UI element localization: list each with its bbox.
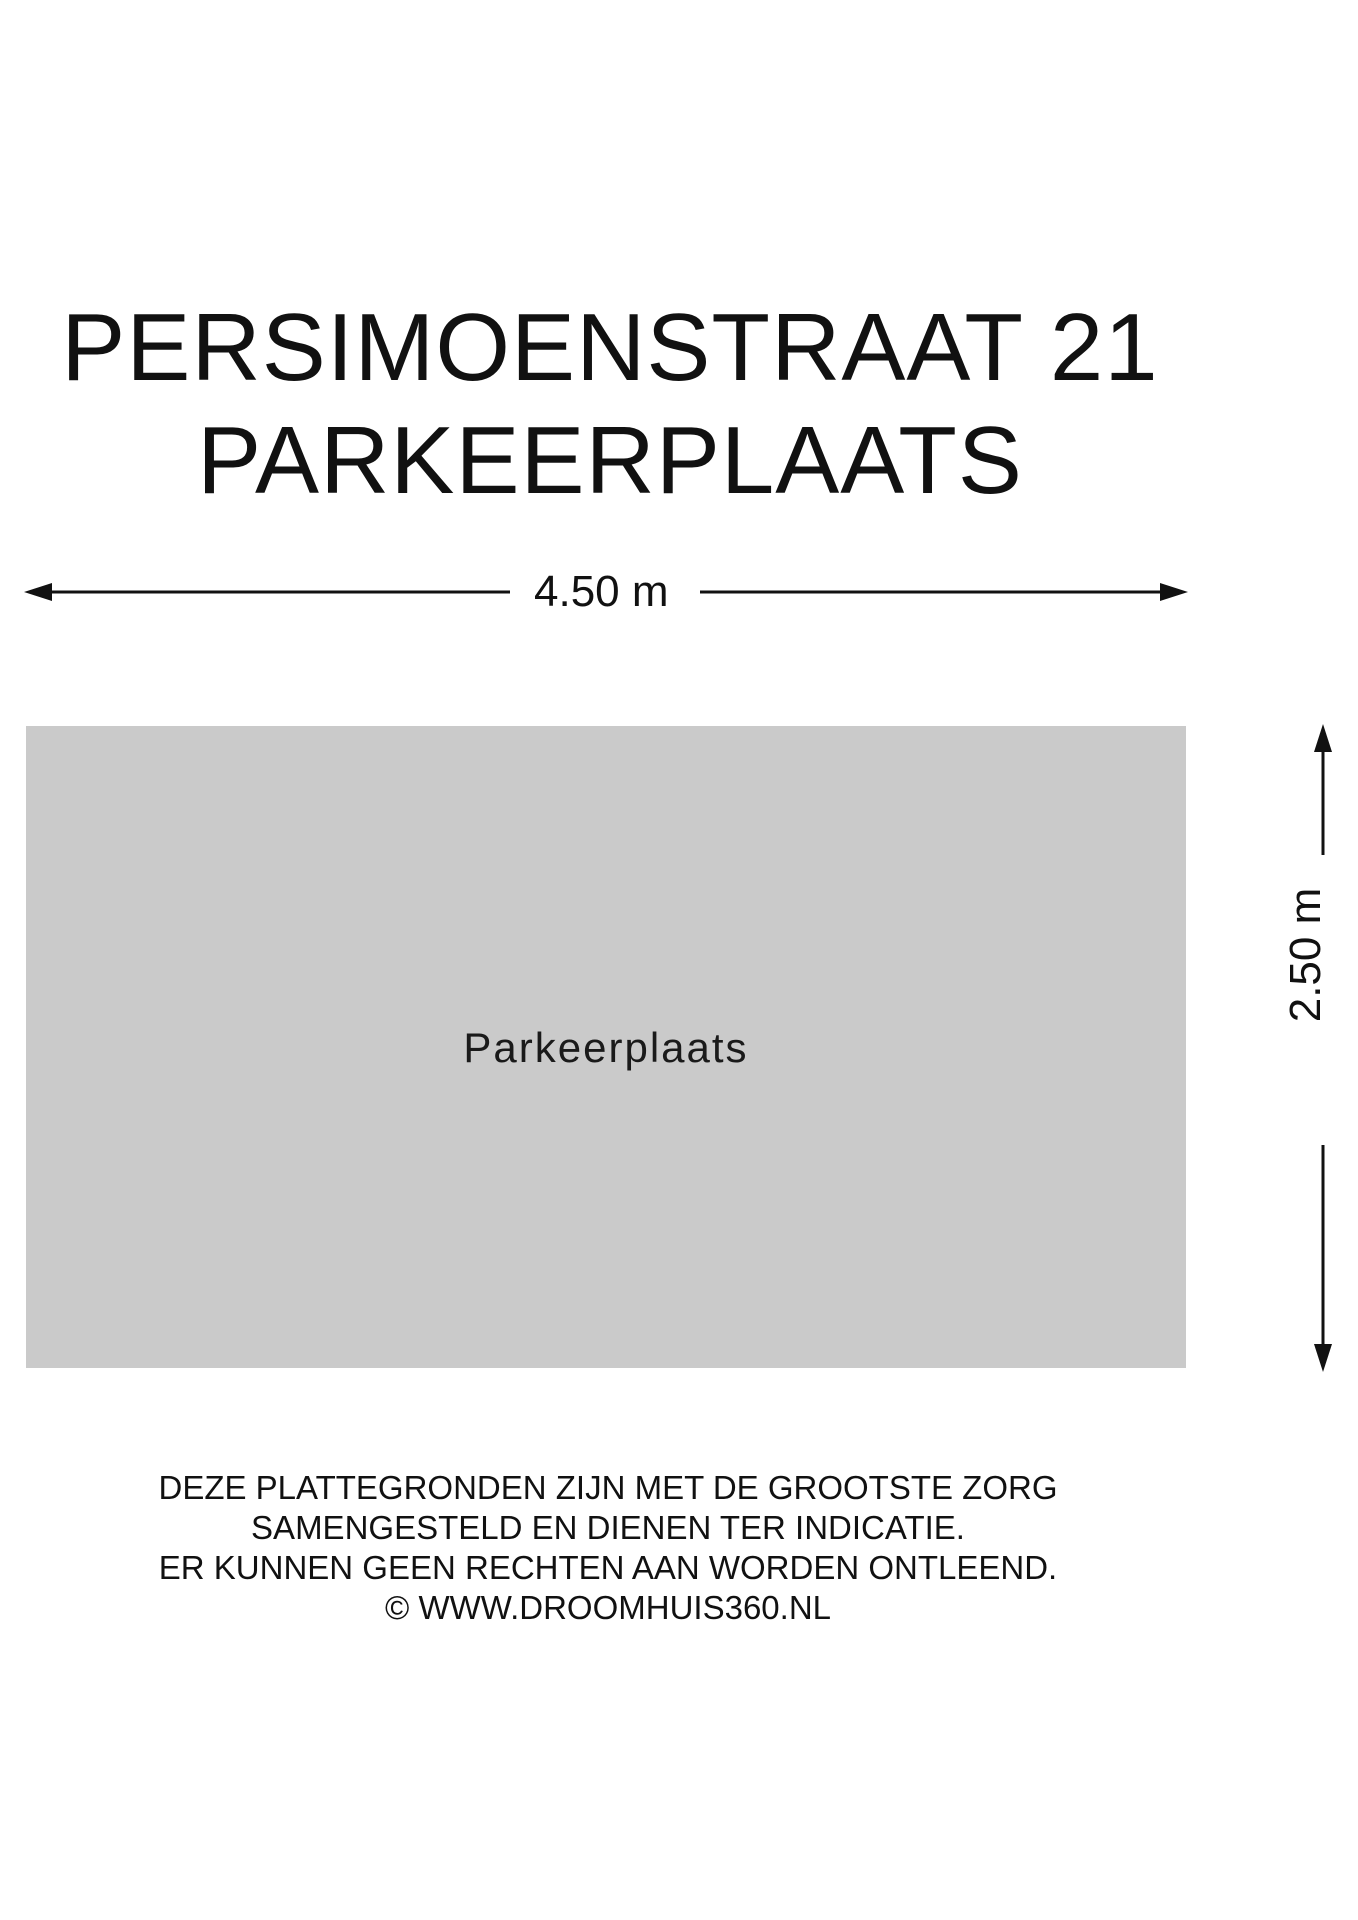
parking-space-area — [26, 726, 1186, 1368]
plan-title-space: PARKEERPLAATS — [197, 407, 1023, 514]
disclaimer-line: ER KUNNEN GEEN RECHTEN AAN WORDEN ONTLEEND. — [158, 1549, 1058, 1586]
arrowhead-down-icon — [1314, 1344, 1332, 1372]
copyright-line: © WWW.DROOMHUIS360.NL — [384, 1589, 831, 1626]
disclaimer-text — [0, 1468, 1216, 1628]
arrowhead-left-icon — [24, 583, 52, 601]
arrowhead-up-icon — [1314, 724, 1332, 752]
disclaimer-line: SAMENGESTELD EN DIENEN TER INDICATIE. — [251, 1509, 965, 1546]
room-label: Parkeerplaats — [463, 1024, 749, 1071]
arrowhead-right-icon — [1160, 583, 1188, 601]
width-dimension-label: 4.50 m — [522, 570, 681, 614]
height-dimension-label: 2.50 m — [1284, 855, 1328, 1055]
plan-title-address: PERSIMOENSTRAAT 21 — [61, 294, 1159, 401]
disclaimer-line: DEZE PLATTEGRONDEN ZIJN MET DE GROOTSTE ZORG — [158, 1469, 1058, 1506]
